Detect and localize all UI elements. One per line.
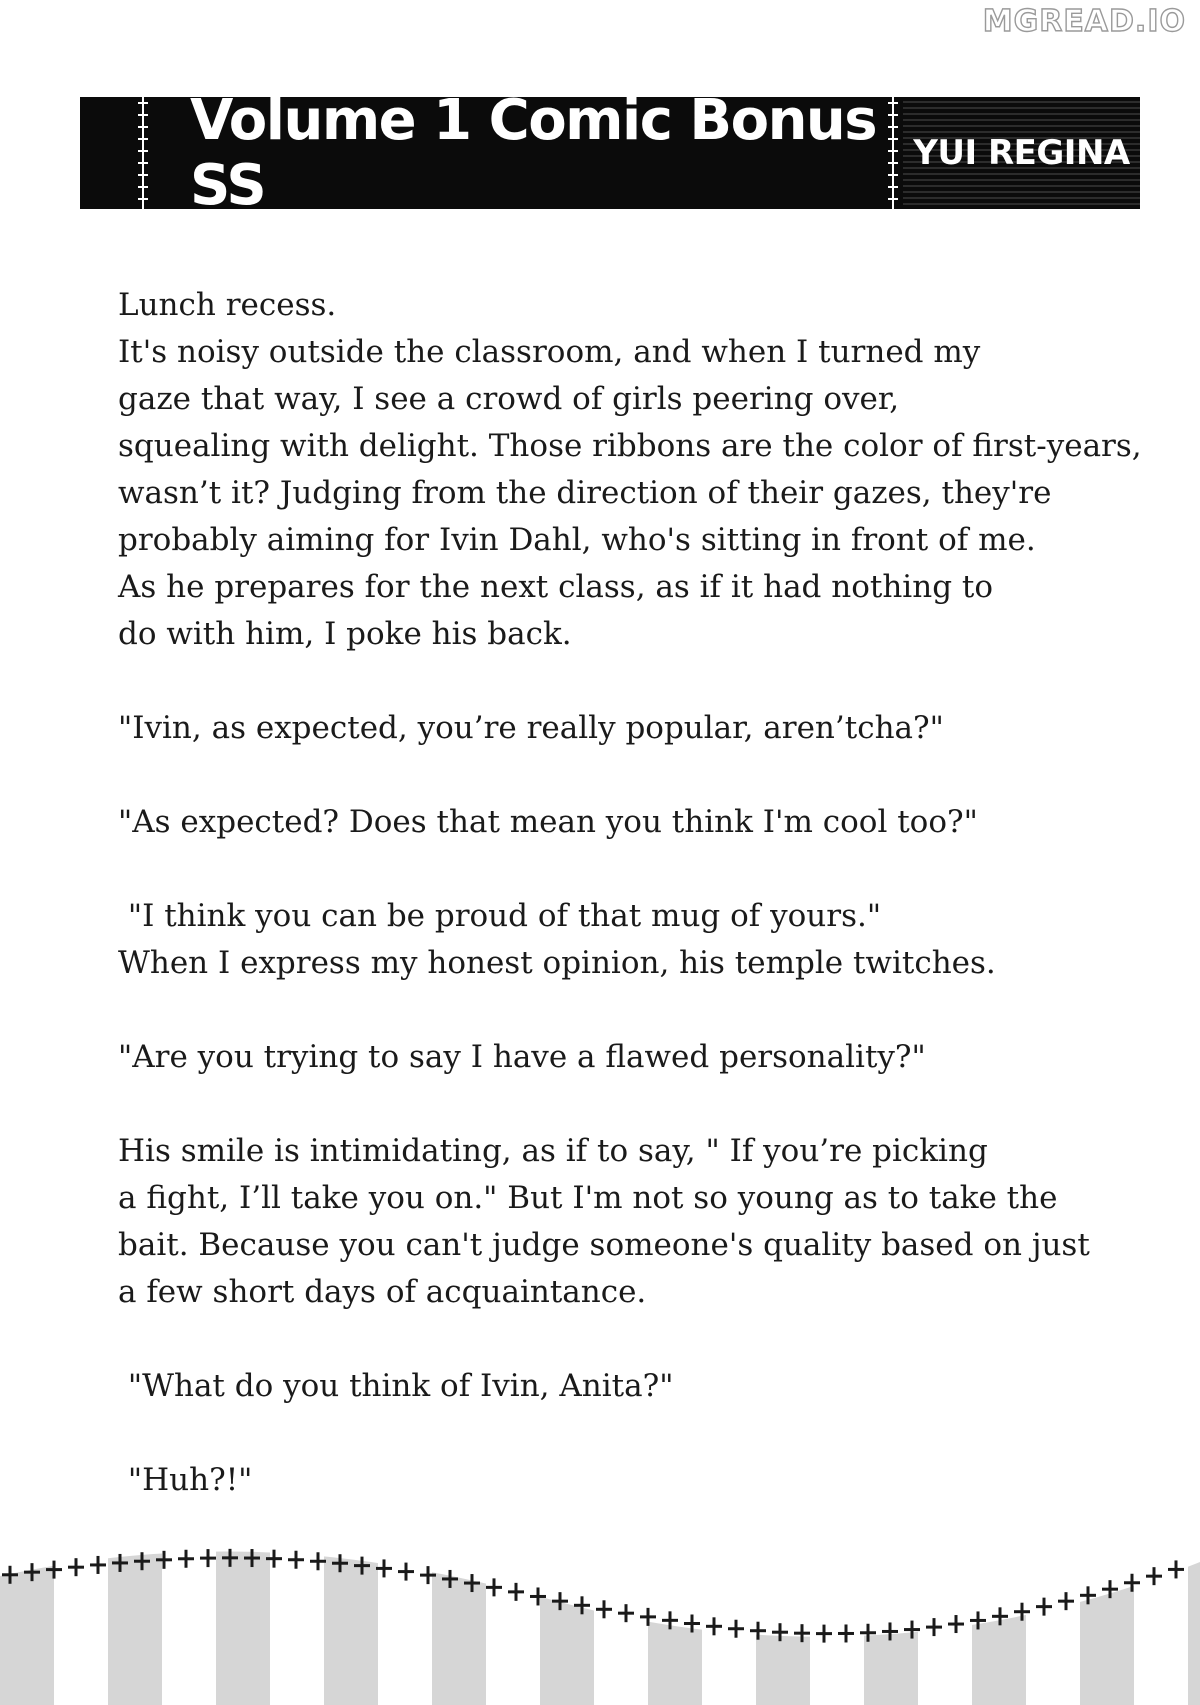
paragraph-gap — [118, 1410, 1158, 1457]
stitch-cross — [200, 1549, 216, 1567]
footer-stripe — [1188, 1540, 1200, 1705]
text-line: "Ivin, as expected, you’re really popular, aren’tcha?" — [118, 710, 944, 746]
stitch-cross — [310, 1552, 326, 1570]
stitch-cross — [1146, 1567, 1162, 1585]
stitch-cross — [1168, 1560, 1184, 1578]
author-name: YUI REGINA — [913, 133, 1130, 173]
text-line: "I think you can be proud of that mug of yours." — [118, 898, 882, 934]
paragraph-gap — [118, 658, 1158, 705]
stitch-cross — [486, 1578, 502, 1596]
stitch-line-left — [138, 97, 148, 209]
paragraph-gap — [118, 1316, 1158, 1363]
text-line: His smile is intimidating, as if to say, " If you’re picking — [118, 1133, 988, 1169]
footer-stripe — [1080, 1540, 1134, 1705]
stitch-cross — [288, 1551, 304, 1569]
stitch-cross — [508, 1583, 524, 1601]
text-line: "As expected? Does that mean you think I'm cool too?" — [118, 804, 978, 840]
text-line: bait. Because you can't judge someone's quality based on just — [118, 1227, 1090, 1263]
author-box — [903, 97, 1140, 209]
text-line: "What do you think of Ivin, Anita?" — [118, 1368, 674, 1404]
footer-stripe — [756, 1540, 810, 1705]
title-banner — [80, 88, 1140, 218]
text-line: When I express my honest opinion, his temple twitches. — [118, 945, 996, 981]
stitch-cross — [1036, 1598, 1052, 1616]
stitch-cross — [816, 1625, 832, 1643]
stitch-cross — [1058, 1592, 1074, 1610]
text-line: gaze that way, I see a crowd of girls peering over, — [118, 381, 900, 417]
stitch-line-right — [888, 97, 898, 209]
text-line: do with him, I poke his back. — [118, 616, 572, 652]
stitch-cross — [706, 1617, 722, 1635]
text-line: "Huh?!" — [118, 1462, 253, 1498]
stitch-cross — [68, 1558, 84, 1576]
stitch-cross — [90, 1556, 106, 1574]
text-line: squealing with delight. Those ribbons are the color of first-years, — [118, 428, 1142, 464]
paragraph-gap — [118, 987, 1158, 1034]
stitch-cross — [596, 1600, 612, 1618]
watermark: MGREAD.IO — [982, 4, 1186, 39]
text-line: a few short days of acquaintance. — [118, 1274, 647, 1310]
text-line: wasn’t it? Judging from the direction of their gazes, they're — [118, 475, 1052, 511]
stitch-cross — [376, 1559, 392, 1577]
paragraph-gap — [118, 1081, 1158, 1128]
stitch-cross — [948, 1615, 964, 1633]
stitch-cross — [178, 1550, 194, 1568]
stitch-cross — [926, 1618, 942, 1636]
paragraph-gap — [118, 752, 1158, 799]
story-text — [118, 282, 1158, 1504]
footer-stripe — [540, 1540, 594, 1705]
text-line: Lunch recess. — [118, 287, 337, 323]
footer-stripes — [0, 1540, 1200, 1705]
text-line: As he prepares for the next class, as if it had nothing to — [118, 569, 994, 605]
paragraph-gap — [118, 846, 1158, 893]
text-line: It's noisy outside the classroom, and when I turned my — [118, 334, 981, 370]
stitch-cross — [838, 1624, 854, 1642]
footer-stripe — [0, 1540, 54, 1705]
stitch-cross — [728, 1620, 744, 1638]
text-line: a fight, I’ll take you on." But I'm not so young as to take the — [118, 1180, 1058, 1216]
footer-stripe — [432, 1540, 486, 1705]
footer-stitched-border — [0, 1540, 1200, 1705]
text-line: probably aiming for Ivin Dahl, who's sitting in front of me. — [118, 522, 1036, 558]
chapter-title: Volume 1 Comic Bonus SS — [190, 88, 877, 218]
stitch-cross — [618, 1604, 634, 1622]
footer-stripe — [108, 1540, 162, 1705]
footer-stripe — [216, 1540, 270, 1705]
text-line: "Are you trying to say I have a flawed personality?" — [118, 1039, 926, 1075]
stitch-cross — [398, 1563, 414, 1581]
